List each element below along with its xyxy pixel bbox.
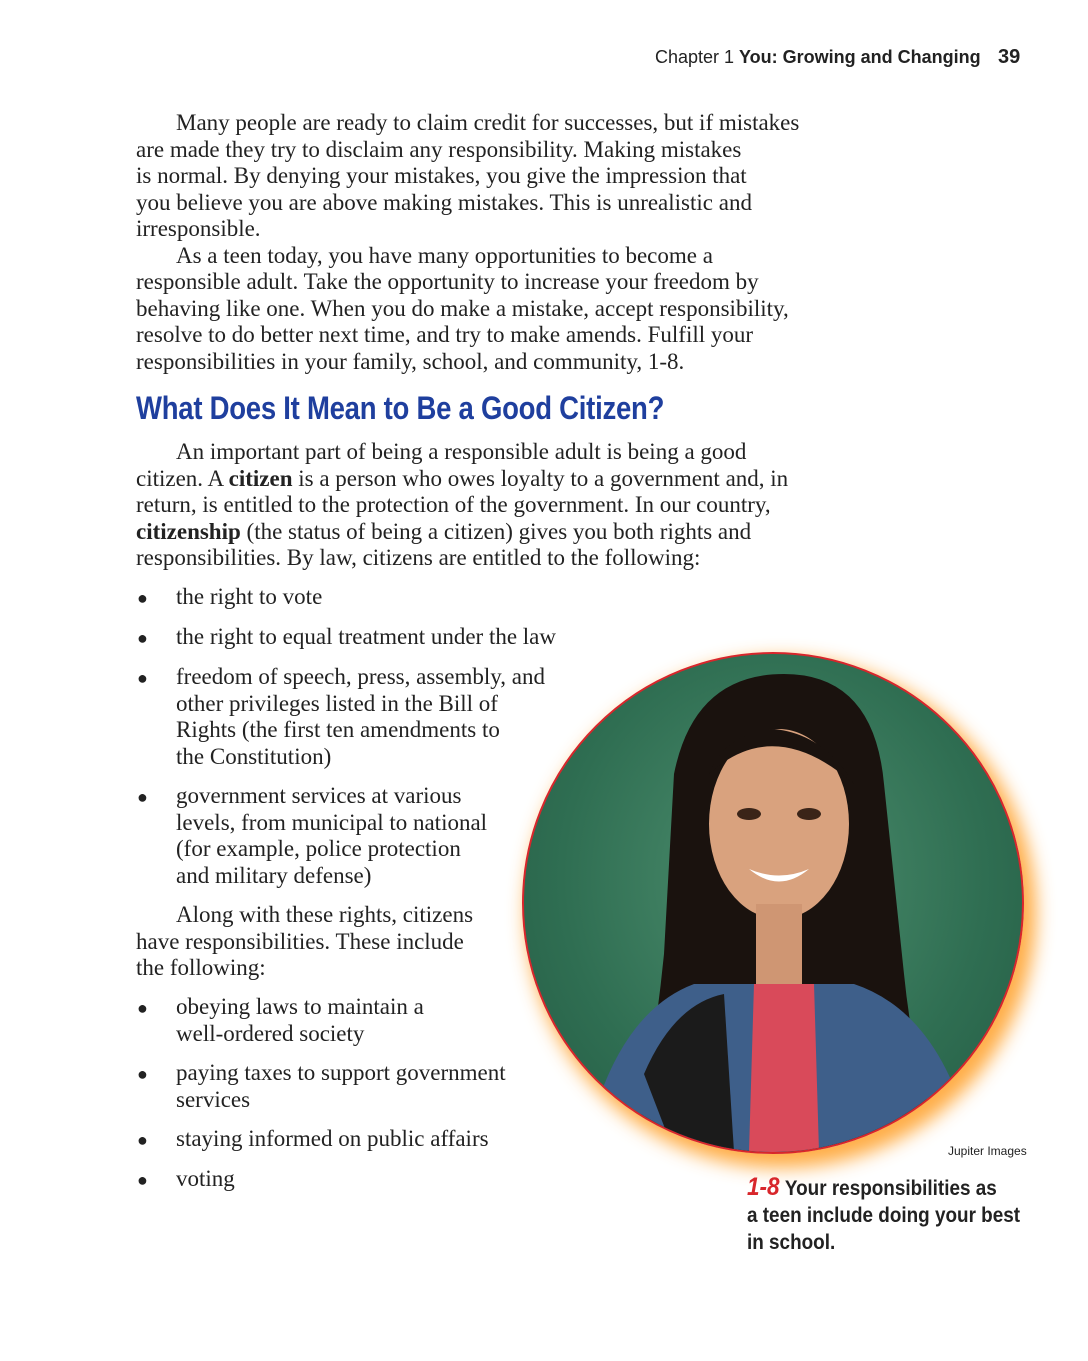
text-line: the following: xyxy=(136,955,266,980)
caption-line: a teen include doing your best xyxy=(747,1204,1021,1227)
text-line: you believe you are above making mistakes. This is unrealistic and xyxy=(136,189,752,215)
student-photo xyxy=(522,652,1024,1154)
text-line: obeying laws to maintain a xyxy=(176,994,424,1019)
bullet-icon: ● xyxy=(137,1064,148,1084)
chapter-title: You: Growing and Changing xyxy=(739,47,981,67)
text-line: other privileges listed in the Bill of xyxy=(176,690,498,716)
caption-text: Your responsibilities as xyxy=(784,1177,997,1200)
text-line: Rights (the first ten amendments to xyxy=(176,717,500,742)
term-citizen: citizen xyxy=(228,465,293,491)
bullet-icon: ● xyxy=(137,588,148,608)
text-line: Many people are ready to claim credit for successes, but if mistakes xyxy=(176,110,800,135)
bullet-icon: ● xyxy=(137,1170,148,1190)
text-line: freedom of speech, press, assembly, and xyxy=(176,664,545,689)
text-line: government services at various xyxy=(176,783,462,808)
text-line: irresponsible. xyxy=(136,216,261,241)
text: (the status of being a citizen) gives you both rights and xyxy=(240,518,752,544)
text-line: An important part of being a responsible adult is being a good xyxy=(176,439,747,464)
text-line: responsibilities in your family, school, and community, 1-8. xyxy=(136,348,685,374)
list-item: voting xyxy=(176,1166,235,1191)
text-line: return, is entitled to the protection of the government. In our country, xyxy=(136,492,771,517)
bullet-icon: ● xyxy=(137,628,148,648)
bullet-icon: ● xyxy=(137,787,148,807)
text-line: Along with these rights, citizens xyxy=(176,902,474,927)
list-item: staying informed on public affairs xyxy=(176,1126,489,1151)
text-line xyxy=(136,466,788,493)
text-line: are made they try to disclaim any responsibility. Making mistakes xyxy=(136,136,742,162)
bullet-icon: ● xyxy=(137,1130,148,1150)
text-line xyxy=(136,519,751,546)
text-line: services xyxy=(176,1086,251,1112)
photo-credit: Jupiter Images xyxy=(948,1144,1027,1158)
student-illustration xyxy=(524,654,1022,1152)
text-line: and military defense) xyxy=(176,862,372,888)
chapter-label: Chapter 1 xyxy=(655,47,735,67)
text-line: have responsibilities. These include xyxy=(136,928,464,954)
bullet-icon: ● xyxy=(137,998,148,1018)
figure-caption xyxy=(747,1174,1020,1256)
figure-number: 1-8 xyxy=(747,1173,780,1201)
section-heading: What Does It Mean to Be a Good Citizen? xyxy=(136,390,665,426)
text-line: levels, from municipal to national xyxy=(176,809,488,835)
text-line: behaving like one. When you do make a mistake, accept responsibility, xyxy=(136,295,789,321)
text-line: (for example, police protection xyxy=(176,836,461,861)
text: citizen. A xyxy=(136,465,229,491)
list-item: the right to vote xyxy=(176,584,323,609)
page-number: 39 xyxy=(998,46,1021,68)
text: is a person who owes loyalty to a government and, in xyxy=(292,465,789,491)
text-line: well-ordered society xyxy=(176,1020,365,1046)
text-line: paying taxes to support government xyxy=(176,1060,506,1085)
text-line: responsibilities. By law, citizens are entitled to the following: xyxy=(136,545,701,570)
bullet-icon: ● xyxy=(137,668,148,688)
term-citizenship: citizenship xyxy=(136,518,241,544)
list-item: the right to equal treatment under the law xyxy=(176,624,557,649)
text-line: the Constitution) xyxy=(176,743,332,769)
text-line: is normal. By denying your mistakes, you give the impression that xyxy=(136,163,747,188)
caption-line xyxy=(747,1174,1020,1202)
caption-line: in school. xyxy=(747,1231,836,1254)
text-line: As a teen today, you have many opportunities to become a xyxy=(176,242,713,268)
text-line: responsible adult. Take the opportunity to increase your freedom by xyxy=(136,269,759,294)
text-line: resolve to do better next time, and try to make amends. Fulfill your xyxy=(136,322,754,347)
